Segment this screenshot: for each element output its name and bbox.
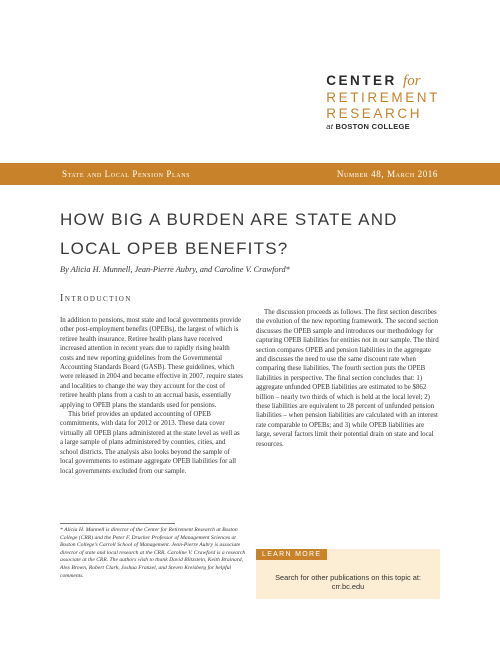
paragraph: In addition to pensions, most state and local governments provide other post-employment benefits (OPEBs), the largest of which is retiree health insurance. Retiree health plans have received increased attention in recent years due to rapidly rising health costs and new reporting guidelines from the Governmental Accounting Standards Board (GASB). These guidelines, which were released in 2004 and became effective in 2007, require states and localities to change the way they account for the cost of retiree health plans from a cash to an accrual basis, essentially applying to OPEB plans the standards used for pensions. xyxy=(60,317,243,409)
logo-line-retirement: RETIREMENT xyxy=(326,90,440,105)
author-byline: By Alicia H. Munnell, Jean-Pierre Aubry, and Caroline V. Crawford* xyxy=(60,265,290,274)
logo-college: BOSTON COLLEGE xyxy=(335,122,410,131)
learn-more-link[interactable]: crr.bc.edu xyxy=(331,582,365,591)
paragraph: This brief provides an updated accounting of OPEB commitments, with data for 2012 or 2013. These data cover virtually all OPEB plans administered at the state level as well as a large sample of plans administered by counties, cities, and school districts. The analysis also looks beyond the sample of local governments to estimate aggregate OPEB liabilities for all local governments excluded from our sample. xyxy=(60,411,240,475)
logo-at: at xyxy=(326,122,334,131)
learn-more-tab: LEARN MORE xyxy=(256,549,327,560)
learn-more-prompt: Search for other publications on this topic at: xyxy=(275,573,421,582)
right-column xyxy=(256,308,440,449)
series-banner xyxy=(0,163,500,185)
page-title: HOW BIG A BURDEN ARE STATE AND LOCAL OPEB BENEFITS? xyxy=(60,210,398,258)
paragraph: The discussion proceeds as follows. The first section describes the evolution of the new reporting framework. The second section discusses the OPEB sample and introduces our methodology for capturing OPEB liabilities for entities not in our sample. The third section compares OPEB and pension liabilities in the aggregate and discusses the need to use the same discount rate when comparing these liabilities. The fourth section puts the OPEB liabilities in perspective. The final section concludes that: 1) aggregate unfunded OPEB liabilities are estimated to be $862 billion – nearly two thirds of which is held at the local level; 2) these liabilities are equivalent to 28 percent of unfunded pension liabilities – when pension liabilities are calculated with an interest rate comparable to OPEBs; and 3) while OPEB liabilities are large, several factors limit their potential drain on state and local resources. xyxy=(256,309,439,448)
logo-word-center: CENTER xyxy=(326,73,397,88)
logo-line-center xyxy=(326,74,440,89)
learn-more-text xyxy=(256,573,440,591)
footnote-divider xyxy=(60,523,175,524)
series-name: State and Local Pension Plans xyxy=(62,169,191,179)
logo-line-research: RESEARCH xyxy=(326,105,423,121)
logo-line-college xyxy=(326,123,440,131)
left-column xyxy=(60,316,243,476)
logo-word-for: for xyxy=(403,73,421,89)
center-logo xyxy=(326,74,440,131)
learn-more-box xyxy=(256,549,440,599)
author-footnote: * Alicia H. Munnell is director of the Center for Retirement Research at Boston College (CRR) and the Peter F. Drucker Professor of Management Sciences at Boston College's Carroll School of Management. Jean-Pierre Aubry is associate director of state and local research at the CRR. Caroline V. Crawford is a research associate at the CRR. The authors wish to thank David Blitzstein, Keith Brainard, Alex Brown, Robert Clark, Joshua Franzel, and Steven Kreisberg for helpful comments. xyxy=(60,527,246,579)
issue-number: Number 48, March 2016 xyxy=(336,169,438,179)
section-heading: Introduction xyxy=(60,293,132,304)
